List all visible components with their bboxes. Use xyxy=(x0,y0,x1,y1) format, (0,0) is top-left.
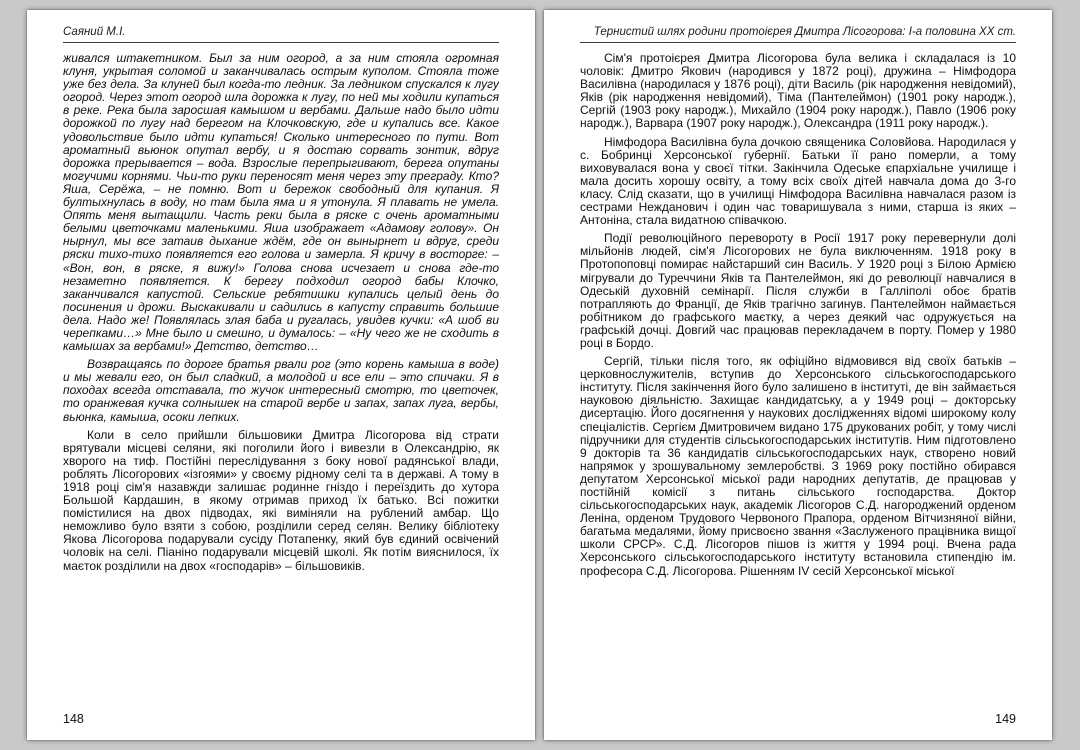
page-number-right: 149 xyxy=(995,712,1016,726)
running-head-author: Саяний М.І. xyxy=(63,26,499,43)
page-number-left: 148 xyxy=(63,712,84,726)
paragraph-revolution: Події революційного перевороту в Росії 1917 року перевернули долі мільйонів людей, сім'я Лісогорових не була виключенням. 1918 року в Протопоповці помирає найстарший син Василь. У 1920 році з Білою Армією мігрували до Туреччини Яків та Пантелеймон, які до революції навчалися в Одеській духовній семінарії. Після служби в Галліполі обоє братів потрапляють до Франції, де Яків трагічно загинув. Пантелеймон наймається робітником до графського маєтку, а через деякий час одружується на графській дочці. Довгий час працював перекладачем в порту. Помер у 1980 році в Бордо. xyxy=(580,231,1016,350)
paragraph-memoir-1: живался штакетником. Был за ним огород, а за ним стояла огромная клуня, укрытая соломой и заканчивалась острым куполом. Стояла тоже уже без дела. За клуней был когда-то ледник. За ледником спускался к лугу огород. Через этот огород шла дорожка к лугу, по ней мы ходили купаться в реке. Река была заросшая камышом и вербами. Дальше надо было идти дорожкой по лугу над берегом на Клочковскую, где и купались все. Какое удовольствие было идти купаться! Сколько интересного по пути. Вот ароматный вьюнок опутал вербу, и я достаю сорвать зонтик, вдруг дорожка прерывается – вода. Взрослые перепрыгивают, берега опутаны могучими корнями. Чьи-то руки переносят меня через эту преграду. Кто? Яша, Серёжа, – не помню. Вот и бережок свободный для купания. Я бултыхнулась в воду, но там была яма и я утонула. Я плавать не умела. Опять меня вытащили. Часть реки была в ряске с очень ароматными белыми цветочками маленькими. Яша изображает «Адамову голову». Он нырнул, мы все затаив дыхание ждём, где он вынырнет и вдруг, среди ряски тихо-тихо появляется его голова и замерла. Я кричу в восторге: – «Вон, вон, в ряске, я вижу!» Голова снова исчезает и снова где-то незаметно появляется. К берегу подходил огород бабы Клочко, заканчивался капустой. Сельские ребятишки купались целый день до посинения и дрожи. Выскакивали и садились в капусту справить большие дела. Надо же! Появлялась злая баба и ругалась, увидев кучки: «А шоб ви черепками…» Мне было и смешно, и думалось: – «Ну чего же не сходить в камышах за вербами!» Детство, детство… xyxy=(63,52,499,354)
paragraph-sergiy: Сергій, тільки після того, як офіційно відмовився від своїх батьків – церковнослужителів, вступив до Херсонського сільськогосподарського інституту. Після закінчення його було залишено в інституті, де він займається науковою діяльністю. Захищає кандидатську, а у 1949 році – докторську дисертацію. Його досягнення у наукових дослідженнях відомі широкому колу спеціалістів. Сергієм Дмитровичем видано 175 друкованих робіт, у тому числі підручники для студентів сільськогосподарських інститутів. Ним підготовлено 9 докторів та 36 кандидатів сільськогосподарських наук, створено новий напрямок у зрошувальному землеробстві. З 1969 року постійно обирався депутатом Херсонської міської ради народних депутатів, де працював у постійній комісії з питань сільського господарства. Доктор сільськогосподарських наук, академік Лісогоров С.Д. нагороджений орденом Леніна, орденом Трудового Червоного Прапора, орденом Вітчизняної війни, багатьма медалями, йому присвоєно звання «Заслуженого працівника вищої школи СРСР». С.Д. Лісогоров пішов із життя у 1994 році. Вчена рада Херсонського сільськогосподарського інституту встановила стипендію ім. професора С.Д. Лісогорова. Рішенням IV сесій Херсонської міської xyxy=(580,354,1016,578)
paragraph-memoir-2: Возвращаясь по дороге братья рвали рог (это корень камыша в воде) и мы жевали его, он был сладкий, а молодой и все ели – это спичаки. Я в походах всегда отставала, то жучок интересный смотрю, то цветочек, то оранжевая кучка солнышек на старой вербе и запах, запах луга, вербы, вьюнка, камыша, осоки лепких. xyxy=(63,357,499,424)
paragraph-family: Сім'я протоієрея Дмитра Лісогорова була велика і складалася із 10 чоловік: Дмитро Якович (народився у 1872 році), дружина – Німфодора Василівна (народилася у 1876 році), діти Василь (рік народження невідомий), Яків (рік народження невідомий), Тіма (Пантелеймон) (1901 року народж.), Сергій (1903 року народж.), Михайло (1904 року народж.), Павло (1906 року народж.), Варвара (1907 року народж.), Олександра (1911 року народж.). xyxy=(580,52,1016,131)
page-body-right xyxy=(580,52,1016,707)
page-right xyxy=(544,10,1052,740)
page-left xyxy=(27,10,535,740)
paragraph-narrative-1: Коли в село прийшли більшовики Дмитра Лісогорова від страти врятували місцеві селяни, які поголили його і вивезли в Олександрію, як хворого на тиф. Постійні переслідування з боку нової радянської влади, роблять Лісогорових «ізгоями» у своєму рідному селі та в державі. А тому в 1918 році сім'я назавжди залишає родинне гніздо і переїздить до хутора Большой Кардашин, в якому отримав приход їх батько. Всі пожитки помістилися на двох підводах, які виміняли на рублений амбар. Що неможливо було взяти з собою, розділили серед селян. Велику бібліотеку Якова Лісогорова подарували сусіду Потапенку, який був єдиний освічений чоловік на селі. Піаніно подарували місцевій школі. Як потім вияснилося, їх маєток розділили на двох «господарів» – більшовиків. xyxy=(63,427,499,573)
paragraph-nimfodora: Німфодора Василівна була дочкою священика Соловйова. Народилася у с. Бобринці Херсонської губернії. Батьки її рано померли, а тому виховувалася вона у своєї тітки. Закінчила Одеське єпархіальне училище і мала досить хорошу освіту, а тому всіх своїх дітей навчала дома до 3-го класу. Слід сказати, що в училищі Німфодора Василівна навчалася разом із сестрами Нежданович і один час товаришувала з ними, старша із яких – Антоніна, стала видатною співачкою. xyxy=(580,134,1016,228)
page-body-left xyxy=(63,52,499,707)
running-head-title: Тернистий шлях родини протоієрея Дмитра Лісогорова: І-а половина ХХ ст. xyxy=(580,26,1016,43)
